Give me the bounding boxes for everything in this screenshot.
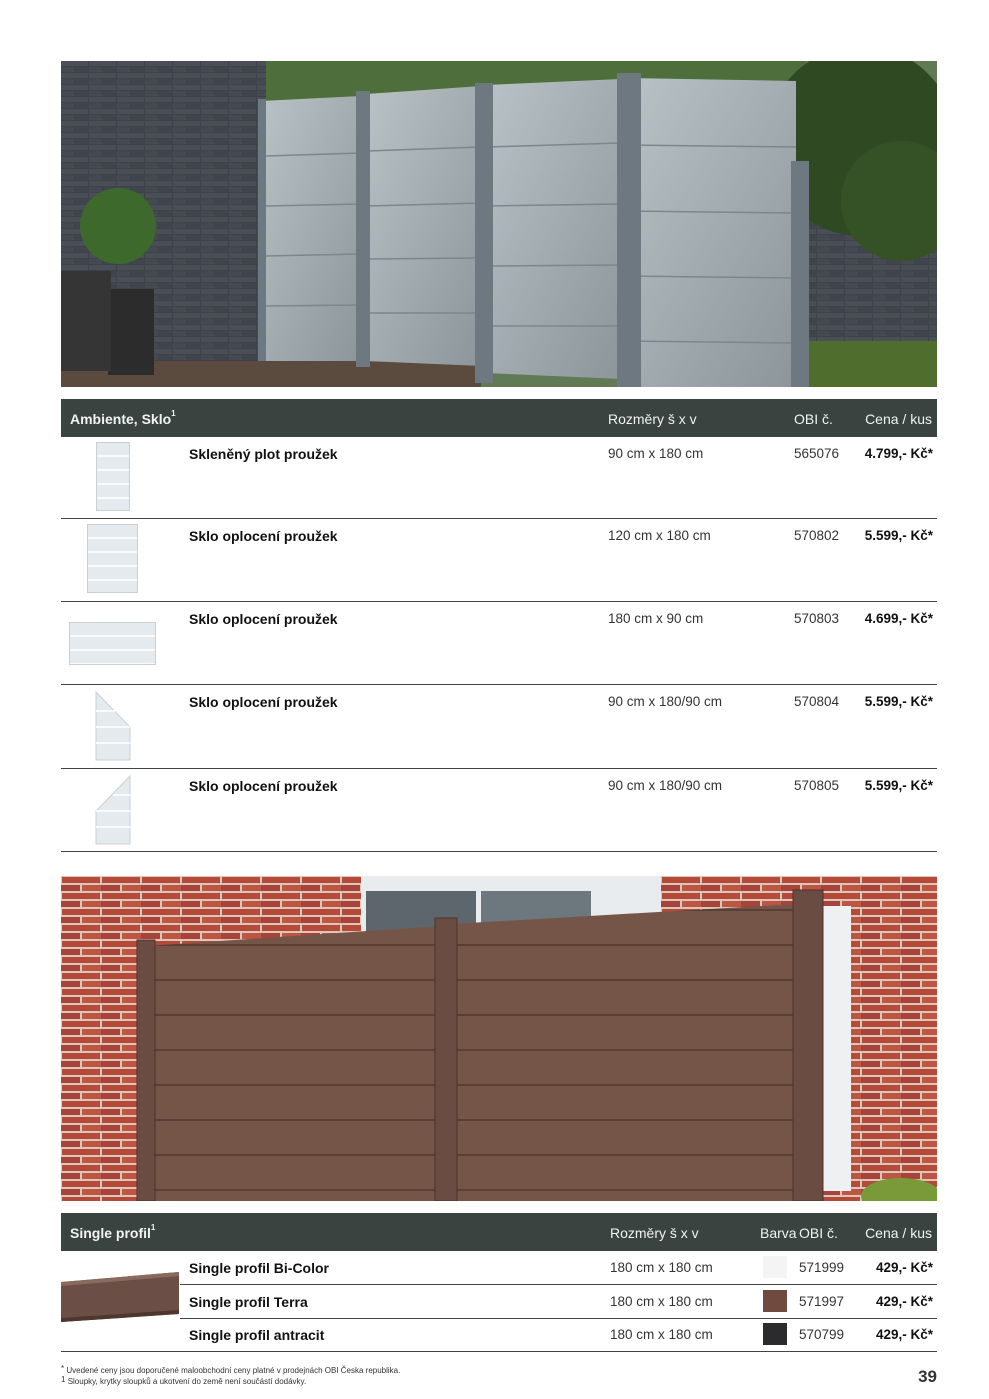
glass-panel-thumbnail bbox=[95, 691, 131, 761]
product-code: 565076 bbox=[794, 446, 840, 461]
wood-fence-photo bbox=[61, 876, 937, 1201]
table-row bbox=[61, 437, 937, 519]
glass-fence-photo bbox=[61, 61, 937, 387]
product-name: Single profil antracit bbox=[189, 1327, 325, 1343]
profile-section-title: Single profil$^1$ bbox=[70, 1223, 156, 1241]
profile-table-header bbox=[61, 1213, 937, 1251]
product-name: Sklo oplocení proužek bbox=[189, 528, 338, 544]
glass-fence-illustration bbox=[61, 61, 937, 387]
table-row bbox=[180, 1285, 937, 1319]
product-size: 180 cm x 180 cm bbox=[610, 1327, 713, 1342]
size-column-header: Rozměry š x v bbox=[610, 1225, 699, 1241]
table-row bbox=[61, 769, 937, 852]
glass-section-title: Ambiente, Sklo$^1$ bbox=[70, 409, 176, 427]
table-row bbox=[180, 1251, 937, 1285]
price-column-header: Cena / kus bbox=[865, 1225, 932, 1241]
color-swatch bbox=[763, 1323, 787, 1345]
table-bottom-divider bbox=[61, 1351, 937, 1352]
footnote-posts: 1 Sloupky, krytky sloupků a ukotvení do země není součástí dodávky. bbox=[61, 1375, 307, 1386]
product-code: 570802 bbox=[794, 528, 840, 543]
product-name: Sklo oplocení proužek bbox=[189, 778, 338, 794]
product-price: 5.599,- Kč* bbox=[864, 528, 933, 543]
product-code: 570799 bbox=[799, 1327, 845, 1342]
product-size: 90 cm x 180/90 cm bbox=[608, 778, 723, 793]
product-name: Sklo oplocení proužek bbox=[189, 611, 338, 627]
table-row bbox=[61, 685, 937, 769]
product-name: Skleněný plot proužek bbox=[189, 446, 338, 462]
product-price: 4.799,- Kč* bbox=[864, 446, 933, 461]
product-code: 571997 bbox=[799, 1294, 845, 1309]
glass-table-header bbox=[61, 399, 937, 437]
glass-panel-thumbnail bbox=[87, 524, 138, 593]
product-size: 180 cm x 90 cm bbox=[608, 611, 704, 626]
product-name: Single profil Bi-Color bbox=[189, 1260, 329, 1276]
product-price: 429,- Kč* bbox=[875, 1294, 933, 1309]
product-size: 180 cm x 180 cm bbox=[610, 1260, 713, 1275]
code-column-header: OBI č. bbox=[799, 1225, 838, 1241]
product-price: 5.599,- Kč* bbox=[864, 778, 933, 793]
code-column-header: OBI č. bbox=[794, 411, 833, 427]
table-row bbox=[61, 519, 937, 602]
color-swatch bbox=[763, 1290, 787, 1312]
wood-fence-illustration bbox=[61, 876, 937, 1201]
color-swatch bbox=[763, 1256, 787, 1278]
table-row bbox=[180, 1318, 937, 1352]
glass-panel-thumbnail bbox=[95, 775, 131, 845]
product-code: 570803 bbox=[794, 611, 840, 626]
product-code: 570805 bbox=[794, 778, 840, 793]
product-price: 4.699,- Kč* bbox=[864, 611, 933, 626]
product-code: 570804 bbox=[794, 694, 840, 709]
color-column-header: Barva bbox=[760, 1225, 797, 1241]
product-size: 90 cm x 180 cm bbox=[608, 446, 704, 461]
product-price: 429,- Kč* bbox=[875, 1327, 933, 1342]
product-size: 90 cm x 180/90 cm bbox=[608, 694, 723, 709]
profile-board-thumbnail bbox=[61, 1270, 179, 1324]
product-price: 429,- Kč* bbox=[875, 1260, 933, 1275]
size-column-header: Rozměry š x v bbox=[608, 411, 697, 427]
glass-panel-thumbnail bbox=[69, 622, 156, 665]
product-name: Sklo oplocení proužek bbox=[189, 694, 338, 710]
table-row bbox=[61, 602, 937, 685]
row-divider bbox=[61, 851, 937, 852]
glass-panel-thumbnail bbox=[96, 442, 130, 511]
footnote-prices: * Uvedené ceny jsou doporučené maloobchodní ceny platné v prodejnách OBI Česka republika. bbox=[61, 1364, 401, 1375]
product-size: 120 cm x 180 cm bbox=[608, 528, 711, 543]
product-price: 5.599,- Kč* bbox=[864, 694, 933, 709]
page-number: 39 bbox=[918, 1367, 937, 1386]
product-code: 571999 bbox=[799, 1260, 845, 1275]
product-size: 180 cm x 180 cm bbox=[610, 1294, 713, 1309]
product-name: Single profil Terra bbox=[189, 1294, 308, 1310]
price-column-header: Cena / kus bbox=[865, 411, 932, 427]
